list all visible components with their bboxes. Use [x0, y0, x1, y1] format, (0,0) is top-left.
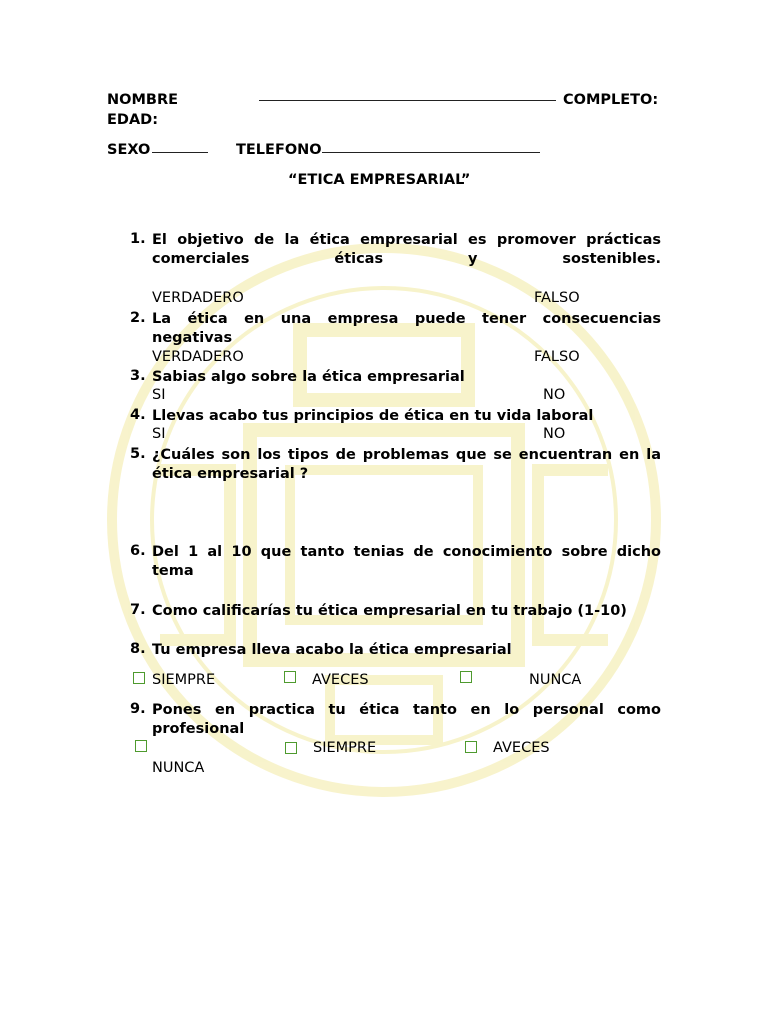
option-nunca: NUNCA: [152, 760, 205, 776]
sexo-label: SEXO: [107, 142, 151, 158]
option-verdadero[interactable]: VERDADERO: [152, 290, 244, 306]
question-text: ¿Cuáles son los tipos de problemas que se encuentran en la ética empresarial ?: [152, 447, 661, 482]
option-no[interactable]: NO: [543, 387, 566, 403]
question-text: Pones en practica tu ética tanto en lo personal como profesional: [152, 702, 661, 737]
question-number: 7.: [130, 602, 146, 618]
edad-label: EDAD:: [107, 112, 158, 128]
question-number: 4.: [130, 407, 146, 423]
option-siempre: SIEMPRE: [152, 672, 216, 688]
option-aveces: AVECES: [493, 740, 550, 756]
nombre-label: NOMBRE: [107, 92, 179, 108]
page-title: “ETICA EMPRESARIAL”: [288, 172, 471, 188]
option-aveces: AVECES: [312, 672, 369, 688]
telefono-input-line[interactable]: [322, 152, 540, 153]
option-nunca: NUNCA: [529, 672, 582, 688]
checkbox-aveces[interactable]: [284, 671, 296, 683]
nombre-input-line[interactable]: [259, 100, 556, 101]
checkbox-aveces[interactable]: [465, 741, 477, 753]
question-text: El objetivo de la ética empresarial es promover prácticas comerciales éticas y sostenibles.: [152, 232, 661, 267]
option-siempre: SIEMPRE: [313, 740, 377, 756]
checkbox-nunca[interactable]: [135, 740, 147, 752]
option-verdadero[interactable]: VERDADERO: [152, 349, 244, 365]
option-si[interactable]: SI: [152, 387, 166, 403]
telefono-label: TELEFONO: [236, 142, 322, 158]
checkbox-nunca[interactable]: [460, 671, 472, 683]
question-number: 8.: [130, 641, 146, 657]
question-text: Del 1 al 10 que tanto tenias de conocimiento sobre dicho tema: [152, 544, 661, 579]
question-text: Llevas acabo tus principios de ética en tu vida laboral: [152, 408, 594, 424]
question-text: La ética en una empresa puede tener consecuencias negativas: [152, 311, 661, 346]
option-si[interactable]: SI: [152, 426, 166, 442]
completo-label: COMPLETO:: [563, 92, 659, 108]
question-text: Tu empresa lleva acabo la ética empresarial: [152, 642, 512, 658]
question-text: Sabias algo sobre la ética empresarial: [152, 369, 465, 385]
option-no[interactable]: NO: [543, 426, 566, 442]
option-falso[interactable]: FALSO: [534, 349, 580, 365]
question-number: 3.: [130, 368, 146, 384]
option-falso[interactable]: FALSO: [534, 290, 580, 306]
sexo-input-line[interactable]: [152, 152, 208, 153]
question-number: 9.: [130, 701, 146, 717]
question-number: 5.: [130, 446, 146, 462]
checkbox-siempre[interactable]: [285, 742, 297, 754]
question-text: Como calificarías tu ética empresarial en tu trabajo (1-10): [152, 603, 627, 619]
question-number: 6.: [130, 543, 146, 559]
question-number: 1.: [130, 231, 146, 247]
checkbox-siempre[interactable]: [133, 672, 145, 684]
question-number: 2.: [130, 310, 146, 326]
